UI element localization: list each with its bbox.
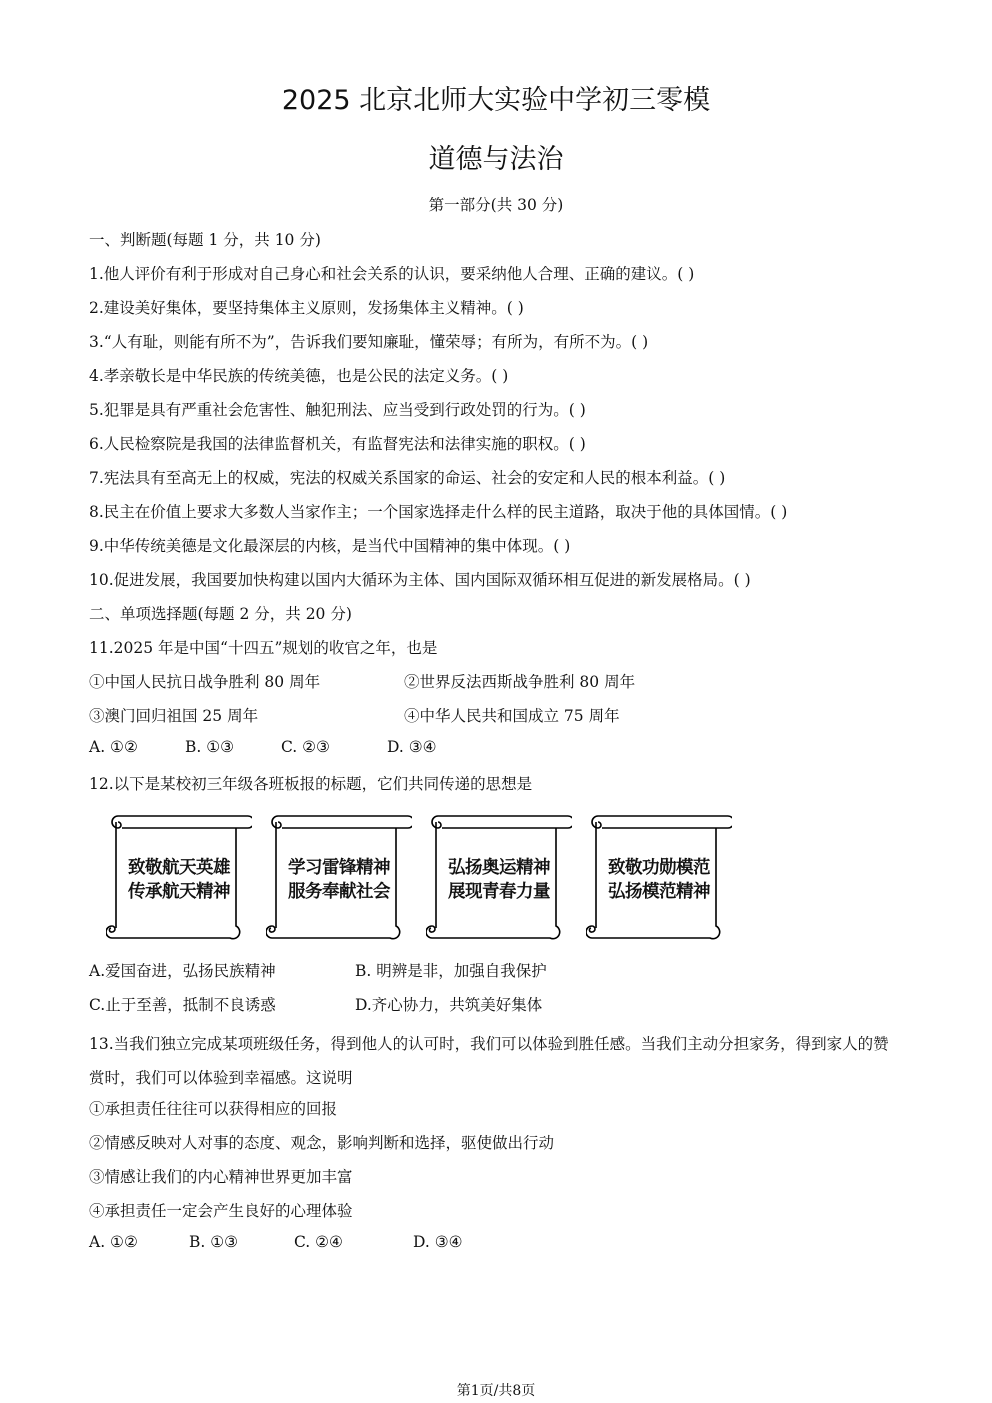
question-9: 9.中华传统美德是文化最深层的内核，是当代中国精神的集中体现。( ) <box>89 537 571 555</box>
scroll-banner-3 <box>426 814 572 940</box>
q13-option-d: D. ③④ <box>413 1233 463 1251</box>
scroll-banner-1 <box>106 814 252 940</box>
q11-statement-3: ③澳门回归祖国 25 周年 <box>89 707 259 725</box>
question-7: 7.宪法具有至高无上的权威，宪法的权威关系国家的命运、社会的安定和人民的根本利益。( ) <box>89 469 726 487</box>
scroll-2-line-1: 学习雷锋精神 <box>288 858 390 878</box>
q13-statement-1: ①承担责任往往可以获得相应的回报 <box>89 1100 338 1118</box>
q12-option-a: A.爱国奋进，弘扬民族精神 <box>89 962 276 980</box>
q12-option-c: C.止于至善，抵制不良诱惑 <box>89 996 276 1014</box>
scroll-4-line-1: 致敬功勋模范 <box>608 858 710 878</box>
q12-option-b: B. 明辨是非，加强自我保护 <box>355 962 547 980</box>
question-1: 1.他人评价有利于形成对自己身心和社会关系的认识，要采纳他人合理、正确的建议。( ) <box>89 265 695 283</box>
q13-option-a: A. ①② <box>89 1233 138 1251</box>
subject-title: 道德与法治 <box>428 144 564 175</box>
scroll-banner-text <box>436 856 562 904</box>
section1-heading: 一、判断题(每题 1 分，共 10 分) <box>89 231 321 249</box>
q11-statement-1: ①中国人民抗日战争胜利 80 周年 <box>89 673 321 691</box>
scroll-banner-text <box>116 856 242 904</box>
q11-statement-2: ②世界反法西斯战争胜利 80 周年 <box>404 673 636 691</box>
q13-option-c: C. ②④ <box>294 1233 343 1251</box>
question-12-stem: 12.以下是某校初三年级各班板报的标题，它们共同传递的思想是 <box>89 775 533 793</box>
q13-statement-4: ④承担责任一定会产生良好的心理体验 <box>89 1202 353 1220</box>
question-10: 10.促进发展，我国要加快构建以国内大循环为主体、国内国际双循环相互促进的新发展格局。( ) <box>89 571 751 589</box>
question-4: 4.孝亲敬长是中华民族的传统美德，也是公民的法定义务。( ) <box>89 367 509 385</box>
scroll-3-line-1: 弘扬奥运精神 <box>448 858 550 878</box>
question-8: 8.民主在价值上要求大多数人当家作主；一个国家选择走什么样的民主道路，取决于他的具体国情。( ) <box>89 503 788 521</box>
question-6: 6.人民检察院是我国的法律监督机关，有监督宪法和法律实施的职权。( ) <box>89 435 586 453</box>
q13-statement-3: ③情感让我们的内心精神世界更加丰富 <box>89 1168 353 1186</box>
scroll-2-line-2: 服务奉献社会 <box>288 882 390 902</box>
q11-statement-4: ④中华人民共和国成立 75 周年 <box>404 707 620 725</box>
q11-option-d: D. ③④ <box>387 738 437 756</box>
scroll-banner-text <box>276 856 402 904</box>
question-11-stem: 11.2025 年是中国“十四五”规划的收官之年，也是 <box>89 639 438 657</box>
q12-option-d: D.齐心协力，共筑美好集体 <box>355 996 543 1014</box>
scroll-banner-2 <box>266 814 412 940</box>
q11-option-c: C. ②③ <box>281 738 330 756</box>
question-5: 5.犯罪是具有严重社会危害性、触犯刑法、应当受到行政处罚的行为。( ) <box>89 401 586 419</box>
scroll-3-line-2: 展现青春力量 <box>448 882 550 902</box>
page-number: 第1页/共8页 <box>456 1383 536 1399</box>
scroll-1-line-1: 致敬航天英雄 <box>128 858 230 878</box>
scroll-banner-4 <box>586 814 732 940</box>
question-13-stem: 13.当我们独立完成某项班级任务，得到他人的认可时，我们可以体验到胜任感。当我们主动分担家务，得到家人的赞赏时，我们可以体验到幸福感。这说明 <box>89 1035 889 1087</box>
section2-heading: 二、单项选择题(每题 2 分，共 20 分) <box>89 605 352 623</box>
q13-statement-2: ②情感反映对人对事的态度、观念，影响判断和选择，驱使做出行动 <box>89 1134 555 1152</box>
exam-title: 2025 北京北师大实验中学初三零模 <box>281 85 711 116</box>
question-3: 3.“人有耻，则能有所不为”，告诉我们要知廉耻，懂荣辱；有所为，有所不为。( ) <box>89 333 649 351</box>
question-2: 2.建设美好集体，要坚持集体主义原则，发扬集体主义精神。( ) <box>89 299 524 317</box>
q13-option-b: B. ①③ <box>189 1233 239 1251</box>
part-heading: 第一部分(共 30 分) <box>428 196 564 214</box>
scroll-banner-text <box>596 856 722 904</box>
q11-option-a: A. ①② <box>89 738 138 756</box>
scroll-4-line-2: 弘扬模范精神 <box>608 882 710 902</box>
scroll-1-line-2: 传承航天精神 <box>128 882 230 902</box>
q11-option-b: B. ①③ <box>185 738 235 756</box>
